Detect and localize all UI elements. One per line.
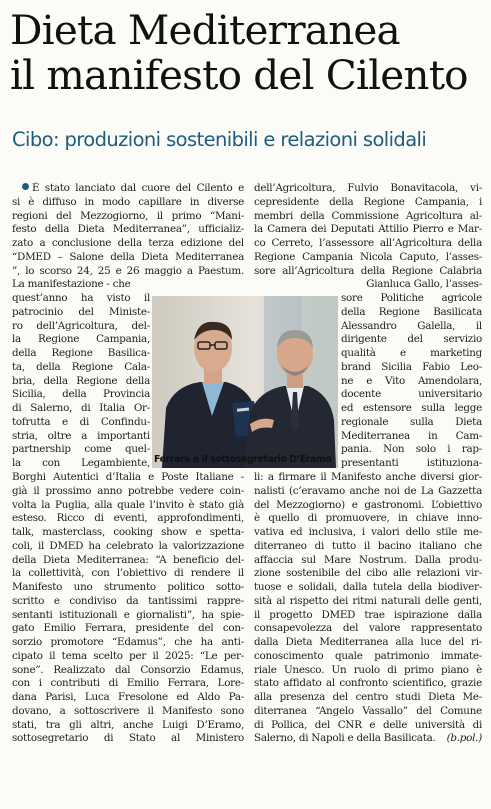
article-photo	[152, 296, 338, 468]
article-line: talk, masterclass, cooking show e spetta-	[12, 526, 244, 538]
article-line: la Regione Campania,	[12, 333, 150, 346]
article-line: dirigente del servizio	[341, 333, 482, 346]
article-line: tofrutta e di Confindu-	[12, 415, 150, 428]
article-line: pania. Non solo i rap-	[341, 443, 482, 456]
photo-caption: Ferrara e il sottosegretario D’Eramo	[154, 454, 332, 465]
headline-line-1: Dieta Mediterranea	[10, 6, 400, 54]
article-line: stato affidato al confronto scientifico, grazie	[254, 677, 482, 690]
article-column-2-bottom	[254, 471, 482, 746]
article-line: coli, il DMED ha celebrato la valorizzazione	[12, 539, 244, 552]
article-line: Alessandro Galella, il	[341, 319, 482, 332]
article-line: gato Emilio Ferrara, presidente del con-	[12, 622, 244, 635]
article-line: della Dieta Mediterranea: “A beneficio del-	[12, 553, 244, 566]
article-line	[12, 182, 244, 196]
article-line: scritto e condiviso da tantissimi rappre-	[12, 594, 244, 607]
photo-illustration	[152, 296, 338, 468]
article-column-1-top	[12, 182, 244, 292]
subheadline: Cibo: produzioni sostenibili e relazioni solidali	[12, 128, 427, 151]
article-line-text: Salerno, di Napoli e della Basilicata.	[254, 732, 436, 745]
article-line: regionale sulla Dieta	[341, 415, 482, 428]
article-line: membri della Commissione Agricoltura al-	[254, 209, 482, 222]
article-line: conoscimento quale patrimonio immate-	[254, 649, 482, 662]
article-line: sore all’Agricoltura della Regione Calabria	[254, 264, 482, 277]
article-line: la con Legambiente,	[12, 457, 150, 469]
article-line: “DMED – Salone della Dieta Mediterranea	[12, 250, 244, 263]
article-line: della Regione Basilica-	[12, 347, 150, 359]
article-line: ta, della Regione Cala-	[12, 360, 150, 373]
article-line: sorzio promotore “Edamus”, che ha anti-	[12, 636, 244, 648]
article-line: Borghi Autentici d’Italia e Poste Italiane -	[12, 471, 244, 483]
article-line: li: a firmare il Manifesto anche diversi gior-	[254, 471, 482, 483]
article-line: diterranea “Angelo Vassallo” del Comune	[254, 704, 482, 717]
article-line: è quello di promuovere, in chiave inno-	[254, 512, 482, 525]
article-line: ro dell’Agricoltura, del-	[12, 319, 150, 332]
article-line: Sicilia, della Provincia	[12, 388, 150, 401]
article-line: la collettività, con l’obiettivo di rendere il	[12, 567, 244, 580]
headline-line-2: il manifesto del Cilento	[10, 51, 468, 99]
article-line: si è diffuso in modo capillare in diverse	[12, 195, 244, 208]
article-line: bria, della Regione della	[12, 374, 150, 387]
article-line-text: È stato lanciato dal cuore del Cilento e	[32, 182, 244, 194]
article-line: quest’anno ha visto il	[12, 292, 150, 304]
article-column-2-top	[254, 182, 482, 292]
article-line: ”, lo scorso 24, 25 e 26 maggio a Paestum.	[12, 264, 244, 277]
article-line: zione sostenibile del cibo alle relazioni vir-	[254, 567, 482, 580]
article-line: docente universitario	[341, 388, 482, 401]
paragraph-bullet-icon	[22, 183, 29, 190]
article-line: già il prossimo anno potrebbe vedere coin-	[12, 484, 244, 497]
article-line: ed estensore sulla legge	[341, 402, 482, 414]
article-line: qualità e marketing	[341, 347, 482, 359]
article-line: della Regione Basilicata	[341, 305, 482, 318]
article-line: sone”. Realizzato dal Consorzio Edamus,	[12, 663, 244, 676]
headline	[10, 8, 488, 98]
article-line: esteso. Ricco di eventi, approfondimenti,	[12, 512, 244, 525]
article-line: sottosegretario di Stato al Ministero	[12, 732, 244, 745]
article-line	[254, 732, 482, 746]
article-line: Manifesto uno strumento politico sotto-	[12, 581, 244, 593]
article-line: festo della Dieta Mediterranea”, ufficializ-	[12, 223, 244, 236]
article-line: il progetto DMED trae ispirazione dalla	[254, 608, 482, 621]
article-line: sore Politiche agricole	[341, 292, 482, 304]
article-line: di Salerno, di Italia Or-	[12, 402, 150, 414]
article-line: consapevolezza del valore rappresentato	[254, 622, 482, 635]
article-line: presentanti istituziona-	[341, 457, 482, 469]
article-line: patrocinio del Ministe-	[12, 305, 150, 318]
article-line: La manifestazione - che	[12, 278, 131, 291]
article-line: sità al rispetto dei ritmi naturali delle genti,	[254, 594, 482, 607]
article-line: stati, tra gli altri, anche Luigi D’Eramo,	[12, 718, 244, 731]
article-line: dana Parisi, Luca Fresolone ed Aldo Pa-	[12, 691, 244, 703]
article-line: zato a conclusione della terza edizione del	[12, 237, 244, 249]
article-line: vativa ed inclusiva, i valori dello stile me-	[254, 526, 482, 538]
article-line: del Mezzogiorno) e gastronomi. L’obiettivo	[254, 498, 482, 511]
article-line: stria, oltre a importanti	[12, 429, 150, 442]
article-line: Regione Campania Nicola Caputo, l’asses-	[254, 250, 482, 263]
article-line: diterraneo di tutto il bacino italiano che	[254, 539, 482, 552]
article-line: co Cerreto, l’assessore all’Agricoltura della	[254, 237, 482, 249]
article-line: brand Sicilia Fabio Leo-	[341, 360, 482, 373]
article-line: partnership come quel-	[12, 443, 150, 456]
article-line: dell’Agricoltura, Fulvio Bonavitacola, vi-	[254, 182, 482, 194]
article-column-1-bottom	[12, 471, 244, 746]
article-line: tuose e solidali, dalla tutela della biodiver-	[254, 581, 482, 593]
article-line: affaccia sul Mare Nostrum. Dalla produ-	[254, 553, 482, 566]
article-line: sentanti istituzionali e giornalisti”, ha spie-	[12, 608, 244, 621]
article-line: Gianluca Gallo, l’asses-	[366, 278, 482, 291]
article-line: la Camera dei Deputati Attilio Pierro e Mar-	[254, 223, 482, 236]
article-line: dovano, a sottoscrivere il Manifesto sono	[12, 704, 244, 717]
article-line: di Pollica, del CNR e delle università di	[254, 718, 482, 731]
article-line: dalla Dieta Mediterranea alla luce del ri-	[254, 636, 482, 648]
article-line: riale Unesco. Un ruolo di primo piano è	[254, 663, 482, 676]
article-line: Mediterranea in Cam-	[341, 429, 482, 442]
article-line: volta la Puglia, alla quale l’invito è stato già	[12, 498, 244, 511]
article-line: alla presenza del centro studi Dieta Me-	[254, 691, 482, 703]
article-line: regioni del Mezzogiorno, il primo “Mani-	[12, 209, 244, 222]
byline: (b.pol.)	[446, 732, 482, 745]
article-line: cipato il tema scelto per il 2025: “Le per-	[12, 649, 244, 662]
article-column-1-narrow	[12, 292, 150, 471]
article-line: nalisti (c’eravamo anche noi de La Gazzetta	[254, 484, 482, 497]
article-line: con i contributi di Emilio Ferrara, Lore-	[12, 677, 244, 690]
article-line: cepresidente della Regione Campania, i	[254, 195, 482, 208]
article-column-2-narrow	[341, 292, 482, 471]
article-line: ne e Vito Amendolara,	[341, 374, 482, 387]
